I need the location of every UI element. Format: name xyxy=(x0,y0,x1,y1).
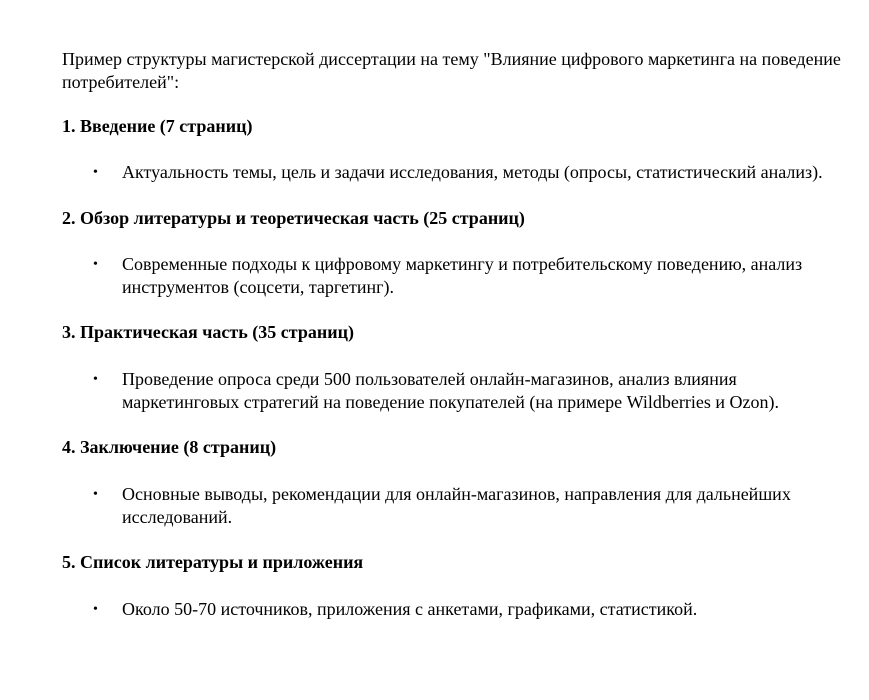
section-heading-conclusion: 4. Заключение (8 страниц) xyxy=(62,437,277,457)
document-intro: Пример структуры магистерской диссертации на тему "Влияние цифрового маркетинга на поведение потребителей": xyxy=(62,49,841,92)
bullet-dot-icon: • xyxy=(93,165,98,180)
section-heading-literature-review: 2. Обзор литературы и теоретическая часть (25 страниц) xyxy=(62,208,525,228)
section-heading-references: 5. Список литературы и приложения xyxy=(62,552,364,572)
section-bullet-references xyxy=(62,598,852,621)
section-bullet-introduction xyxy=(62,161,852,184)
bullet-dot-icon: • xyxy=(93,602,98,617)
section-bullet-literature-review xyxy=(62,253,852,299)
bullet-text: Актуальность темы, цель и задачи исследования, методы (опросы, статистический анализ). xyxy=(122,162,823,182)
bullet-dot-icon: • xyxy=(93,257,98,272)
section-heading-introduction: 1. Введение (7 страниц) xyxy=(62,116,253,136)
bullet-dot-icon: • xyxy=(93,372,98,387)
section-heading-practical-part: 3. Практическая часть (35 страниц) xyxy=(62,322,354,342)
bullet-dot-icon: • xyxy=(93,487,98,502)
bullet-text: Основные выводы, рекомендации для онлайн-магазинов, направления для дальнейших исследований. xyxy=(122,484,791,527)
section-bullet-conclusion xyxy=(62,483,852,529)
section-bullet-practical-part xyxy=(62,368,852,414)
bullet-text: Проведение опроса среди 500 пользователей онлайн-магазинов, анализ влияния маркетинговых стратегий на поведение покупателей (на примере Wildberries и Ozon). xyxy=(122,369,779,412)
bullet-text: Около 50-70 источников, приложения с анкетами, графиками, статистикой. xyxy=(122,599,698,619)
bullet-text: Современные подходы к цифровому маркетингу и потребительскому поведению, анализ инструментов (соцсети, таргетинг). xyxy=(122,254,803,297)
document-body xyxy=(62,48,852,621)
